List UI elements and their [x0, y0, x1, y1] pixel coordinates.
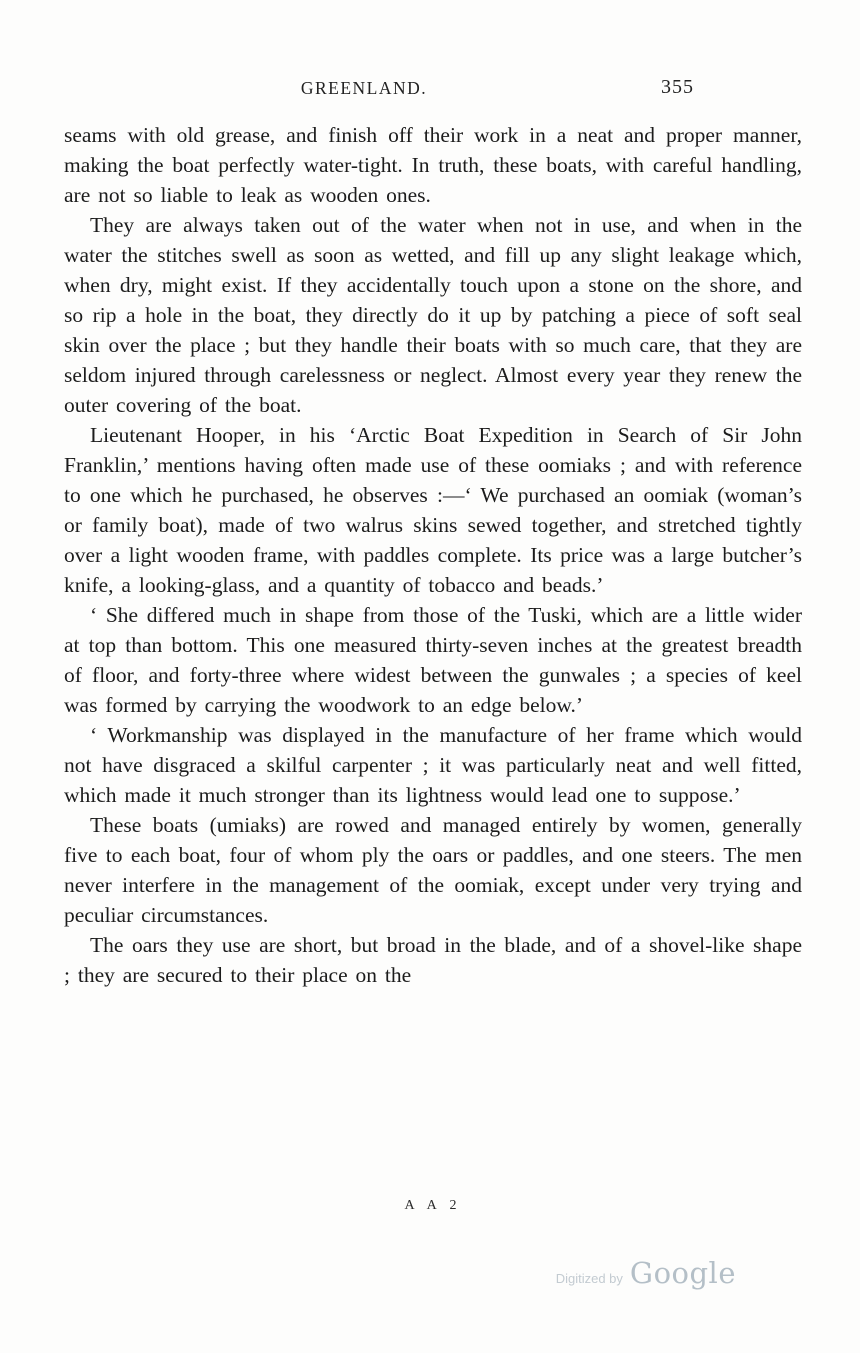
google-logo: Google [629, 1256, 736, 1290]
paragraph: ‘ She differed much in shape from those of the Tuski, which are a little wider at top than bottom. This one measured thirty-seven inches at the greatest breadth of floor, and forty-three where widest between the gunwales ; a species of keel was formed by carrying the woodwork to an edge below.’ [64, 603, 802, 717]
page-number: 355 [661, 76, 694, 98]
paragraph: ‘ Workmanship was displayed in the manufacture of her frame which would not have disgraced a skilful carpenter ; it was particularly neat and well fitted, which made it much stronger than its lightness would lead one to suppose.’ [64, 723, 802, 807]
paragraph: Lieutenant Hooper, in his ‘Arctic Boat Expedition in Search of Sir John Franklin,’ mentions having often made use of these oomiaks ; and with reference to one which he purchased, he observes :—‘ We purchased an oomiak (woman’s or family boat), made of two walrus skins sewed together, and stretched tightly over a light wooden frame, with paddles complete. Its price was a large butcher’s knife, a looking-glass, and a quantity of tobacco and beads.’ [64, 423, 802, 597]
paragraph: They are always taken out of the water when not in use, and when in the water the stitches swell as soon as wetted, and fill up any slight leakage which, when dry, might exist. If they accidentally touch upon a stone on the shore, and so rip a hole in the boat, they directly do it up by patching a piece of soft seal skin over the place ; but they handle their boats with so much care, that they are seldom injured through carelessness or neglect. Almost every year they renew the outer covering of the boat. [64, 213, 802, 417]
watermark-prefix-text: Digitized by [555, 1271, 623, 1286]
page-title: GREENLAND. [300, 78, 428, 98]
digitized-by-google-watermark [556, 1256, 736, 1290]
paragraph: These boats (umiaks) are rowed and managed entirely by women, generally five to each boat, four of whom ply the oars or paddles, and one steers. The men never interfere in the management of the oomiak, except under very trying and peculiar circumstances. [64, 813, 802, 927]
running-head [64, 78, 802, 104]
paragraph: The oars they use are short, but broad in the blade, and of a shovel-like shape ; they are secured to their place on the [64, 933, 802, 987]
body-text [64, 120, 802, 990]
signature-mark: A A 2 [404, 1198, 462, 1213]
paragraph: seams with old grease, and finish off their work in a neat and proper manner, making the boat perfectly water-tight. In truth, these boats, with careful handling, are not so liable to leak as wooden ones. [64, 123, 802, 207]
